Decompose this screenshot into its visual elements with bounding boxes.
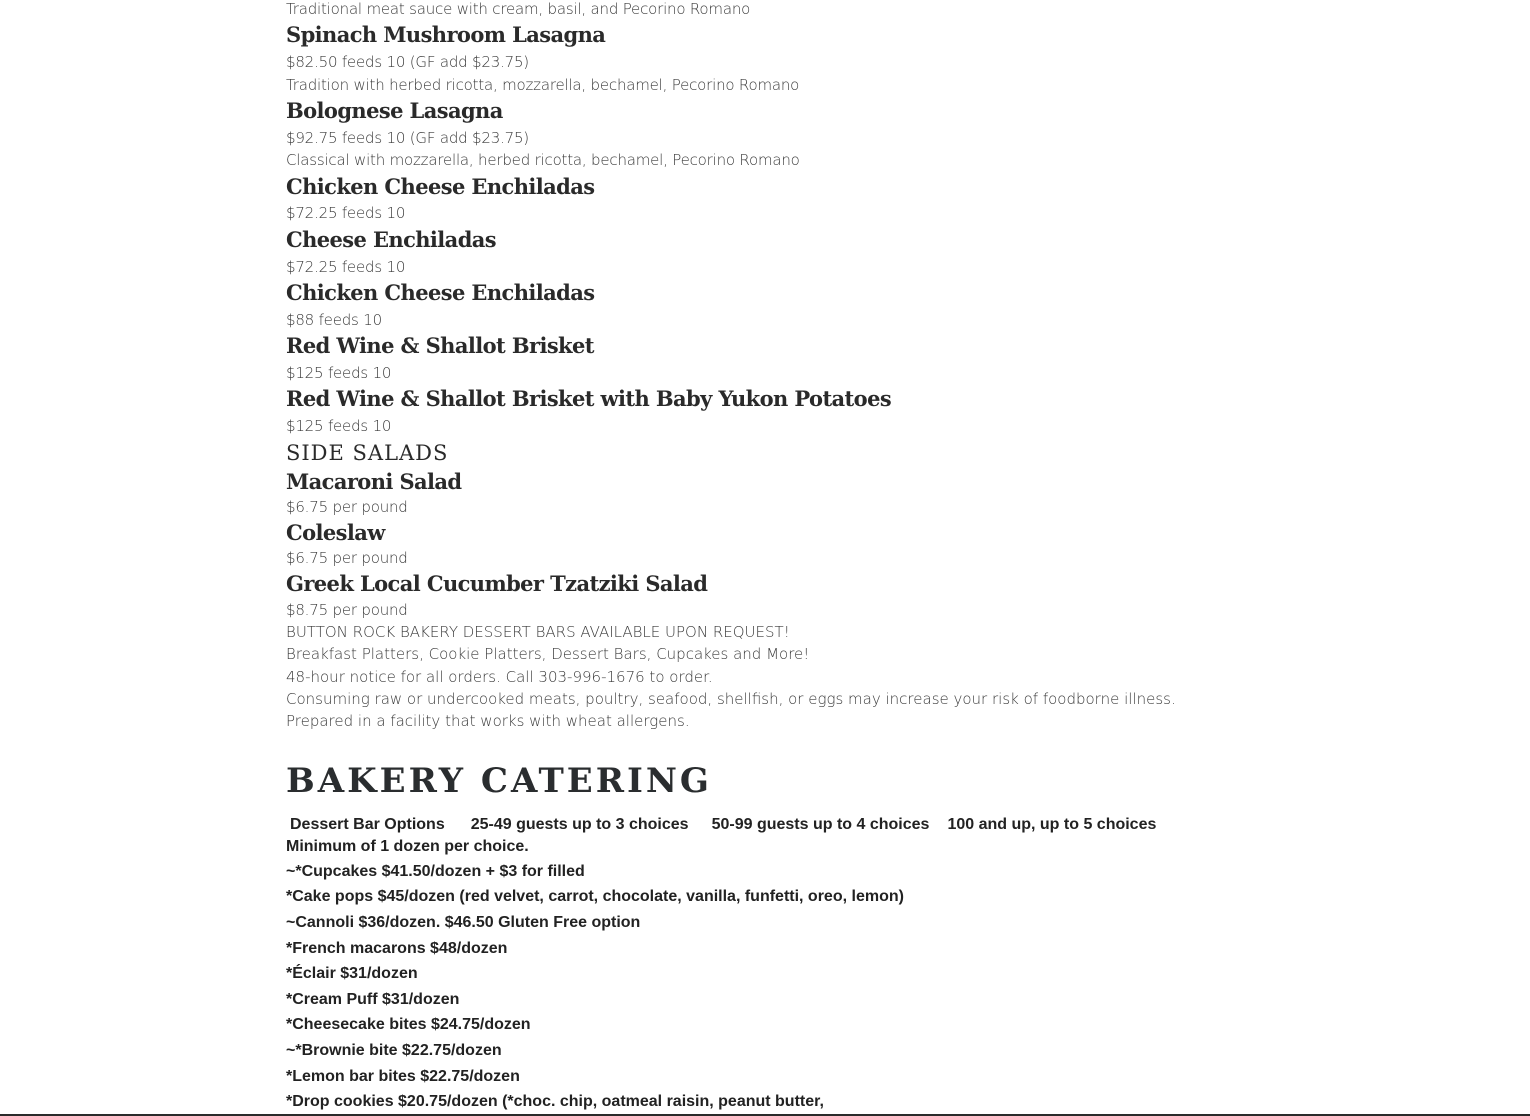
- bakery-note: BUTTON ROCK BAKERY DESSERT BARS AVAILABLE UPON REQUEST!: [286, 623, 790, 641]
- minimum-order-note: Minimum of 1 dozen per choice.: [286, 838, 529, 855]
- salad-price: $6.75 per pound: [286, 549, 408, 567]
- dessert-item: *Cheesecake bites $24.75/dozen: [286, 1016, 531, 1033]
- menu-item-title: Red Wine & Shallot Brisket: [286, 333, 594, 358]
- menu-item-price: $72.25 feeds 10: [286, 204, 406, 222]
- salad-title: Greek Local Cucumber Tzatziki Salad: [286, 571, 708, 596]
- menu-item-price: $92.75 feeds 10 (GF add $23.75): [286, 129, 529, 147]
- dessert-item: *Cake pops $45/dozen (red velvet, carrot, chocolate, vanilla, funfetti, oreo, lemon): [286, 888, 904, 905]
- menu-item-description: Classical with mozzarella, herbed ricotta, bechamel, Pecorino Romano: [286, 151, 800, 169]
- order-notice: 48-hour notice for all orders. Call 303-996-1676 to order.: [286, 668, 713, 686]
- menu-item-description: Tradition with herbed ricotta, mozzarella, bechamel, Pecorino Romano: [286, 76, 800, 94]
- menu-item-price: $125 feeds 10: [286, 417, 392, 435]
- dessert-item: ~*Cupcakes $41.50/dozen + $3 for filled: [286, 863, 585, 880]
- tier-option: 25-49 guests up to 3 choices: [470, 816, 689, 833]
- page-title-bakery-catering: BAKERY CATERING: [286, 761, 712, 801]
- allergen-disclaimer: Consuming raw or undercooked meats, poultry, seafood, shellfish, or eggs may increase your risk of foodborne illness. Prepared in a facility that works with wheat allergens.: [286, 690, 1176, 730]
- menu-item-title: Red Wine & Shallot Brisket with Baby Yukon Potatoes: [286, 386, 892, 411]
- menu-item-price: $125 feeds 10: [286, 364, 392, 382]
- dessert-item: *Lemon bar bites $22.75/dozen: [286, 1068, 520, 1085]
- salad-price: $8.75 per pound: [286, 601, 408, 619]
- menu-item-title: Spinach Mushroom Lasagna: [286, 22, 606, 47]
- menu-item-price: $88 feeds 10: [286, 311, 382, 329]
- salad-title: Macaroni Salad: [286, 469, 462, 494]
- dessert-item: *Drop cookies $20.75/dozen (*choc. chip, oatmeal raisin, peanut butter,: [286, 1093, 824, 1110]
- bar-options-label: Dessert Bar Options: [290, 816, 445, 833]
- dessert-bar-options-header: [286, 815, 1156, 835]
- dessert-item: ~Cannoli $36/dozen. $46.50 Gluten Free option: [286, 914, 641, 931]
- salad-price: $6.75 per pound: [286, 498, 408, 516]
- menu-item-title: Bolognese Lasagna: [286, 98, 503, 123]
- dessert-item: *Cream Puff $31/dozen: [286, 991, 460, 1008]
- menu-item-title: Cheese Enchiladas: [286, 227, 497, 252]
- menu-item-title: Chicken Cheese Enchiladas: [286, 174, 595, 199]
- menu-item-title: Chicken Cheese Enchiladas: [286, 280, 595, 305]
- dessert-item: ~*Brownie bite $22.75/dozen: [286, 1042, 502, 1059]
- dessert-item: *French macarons $48/dozen: [286, 940, 508, 957]
- item-description: Traditional meat sauce with cream, basil, and Pecorino Romano: [286, 0, 751, 18]
- dessert-item: *Éclair $31/dozen: [286, 965, 418, 982]
- section-heading-side-salads: SIDE SALADS: [286, 441, 449, 465]
- salad-title: Coleslaw: [286, 520, 385, 545]
- tier-option: 100 and up, up to 5 choices: [947, 816, 1157, 833]
- tier-option: 50-99 guests up to 4 choices: [711, 816, 930, 833]
- menu-item-price: $72.25 feeds 10: [286, 258, 406, 276]
- bakery-note: Breakfast Platters, Cookie Platters, Dessert Bars, Cupcakes and More!: [286, 645, 810, 663]
- menu-item-price: $82.50 feeds 10 (GF add $23.75): [286, 53, 529, 71]
